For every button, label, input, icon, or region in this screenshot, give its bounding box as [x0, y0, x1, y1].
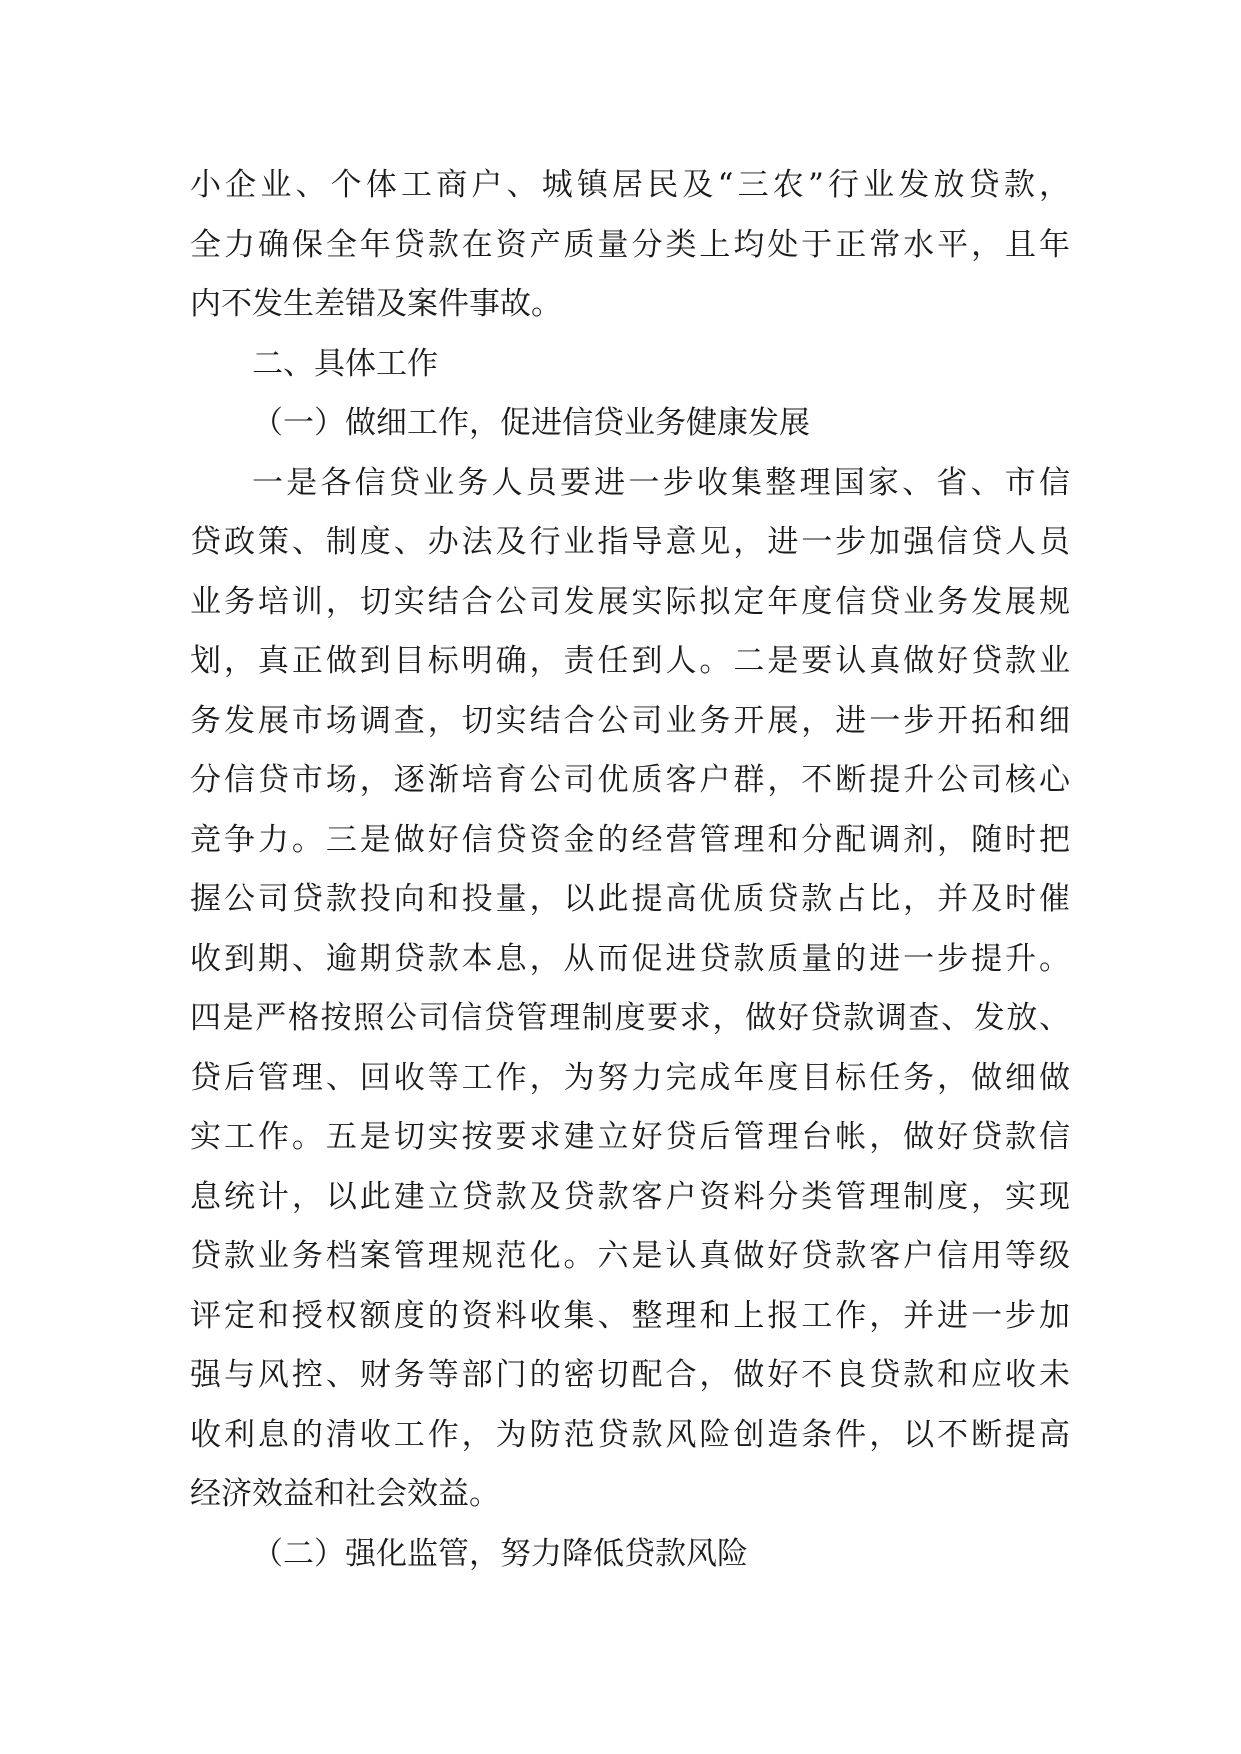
text-line: 息统计，以此建立贷款及贷款客户资料分类管理制度，实现: [190, 1178, 1070, 1215]
text-line: 分信贷市场，逐渐培育公司优质客户群，不断提升公司核心: [190, 762, 1070, 798]
subheading-2: （二）强化监管，努力降低贷款风险: [252, 1535, 748, 1572]
section-heading: 二、具体工作: [252, 345, 438, 382]
text-line: 竞争力。三是做好信贷资金的经营管理和分配调剂，随时把: [190, 821, 1070, 858]
text-line: 收利息的清收工作，为防范贷款风险创造条件，以不断提高: [190, 1416, 1070, 1453]
document-body: [190, 156, 1070, 1584]
paragraph-intro: [190, 156, 1070, 335]
text-line: 实工作。五是切实按要求建立好贷后管理台帐，做好贷款信: [190, 1119, 1070, 1155]
text-line: 经济效益和社会效益。: [190, 1476, 500, 1512]
text-line: 全力确保全年贷款在资产质量分类上均处于正常水平，且年: [190, 226, 1070, 263]
text-line: 内不发生差错及案件事故。: [190, 286, 562, 322]
text-line: 划，真正做到目标明确，责任到人。二是要认真做好贷款业: [190, 643, 1070, 679]
text-line: 贷后管理、回收等工作，为努力完成年度目标任务，做细做: [190, 1059, 1070, 1096]
text-line: 强与风控、财务等部门的密切配合，做好不良贷款和应收未: [190, 1357, 1070, 1393]
text-line: 评定和授权额度的资料收集、整理和上报工作，并进一步加: [190, 1297, 1070, 1334]
paragraph-main: [190, 454, 1070, 1525]
text-line: 务发展市场调查，切实结合公司业务开展，进一步开拓和细: [190, 702, 1070, 739]
text-line: 收到期、逾期贷款本息，从而促进贷款质量的进一步提升。: [190, 940, 1070, 977]
text-line: 四是严格按照公司信贷管理制度要求，做好贷款调查、发放、: [190, 1000, 1070, 1036]
text-line: 握公司贷款投向和投量，以此提高优质贷款占比，并及时催: [190, 881, 1070, 917]
subheading-1: （一）做细工作，促进信贷业务健康发展: [252, 405, 810, 441]
text-line: 贷款业务档案管理规范化。六是认真做好贷款客户信用等级: [190, 1238, 1070, 1274]
text-line: 一是各信贷业务人员要进一步收集整理国家、省、市信: [252, 464, 1070, 501]
text-line: 贷政策、制度、办法及行业指导意见，进一步加强信贷人员: [190, 524, 1070, 560]
text-line: 小企业、个体工商户、城镇居民及“三农”行业发放贷款，: [190, 167, 1070, 203]
text-line: 业务培训，切实结合公司发展实际拟定年度信贷业务发展规: [190, 583, 1070, 620]
